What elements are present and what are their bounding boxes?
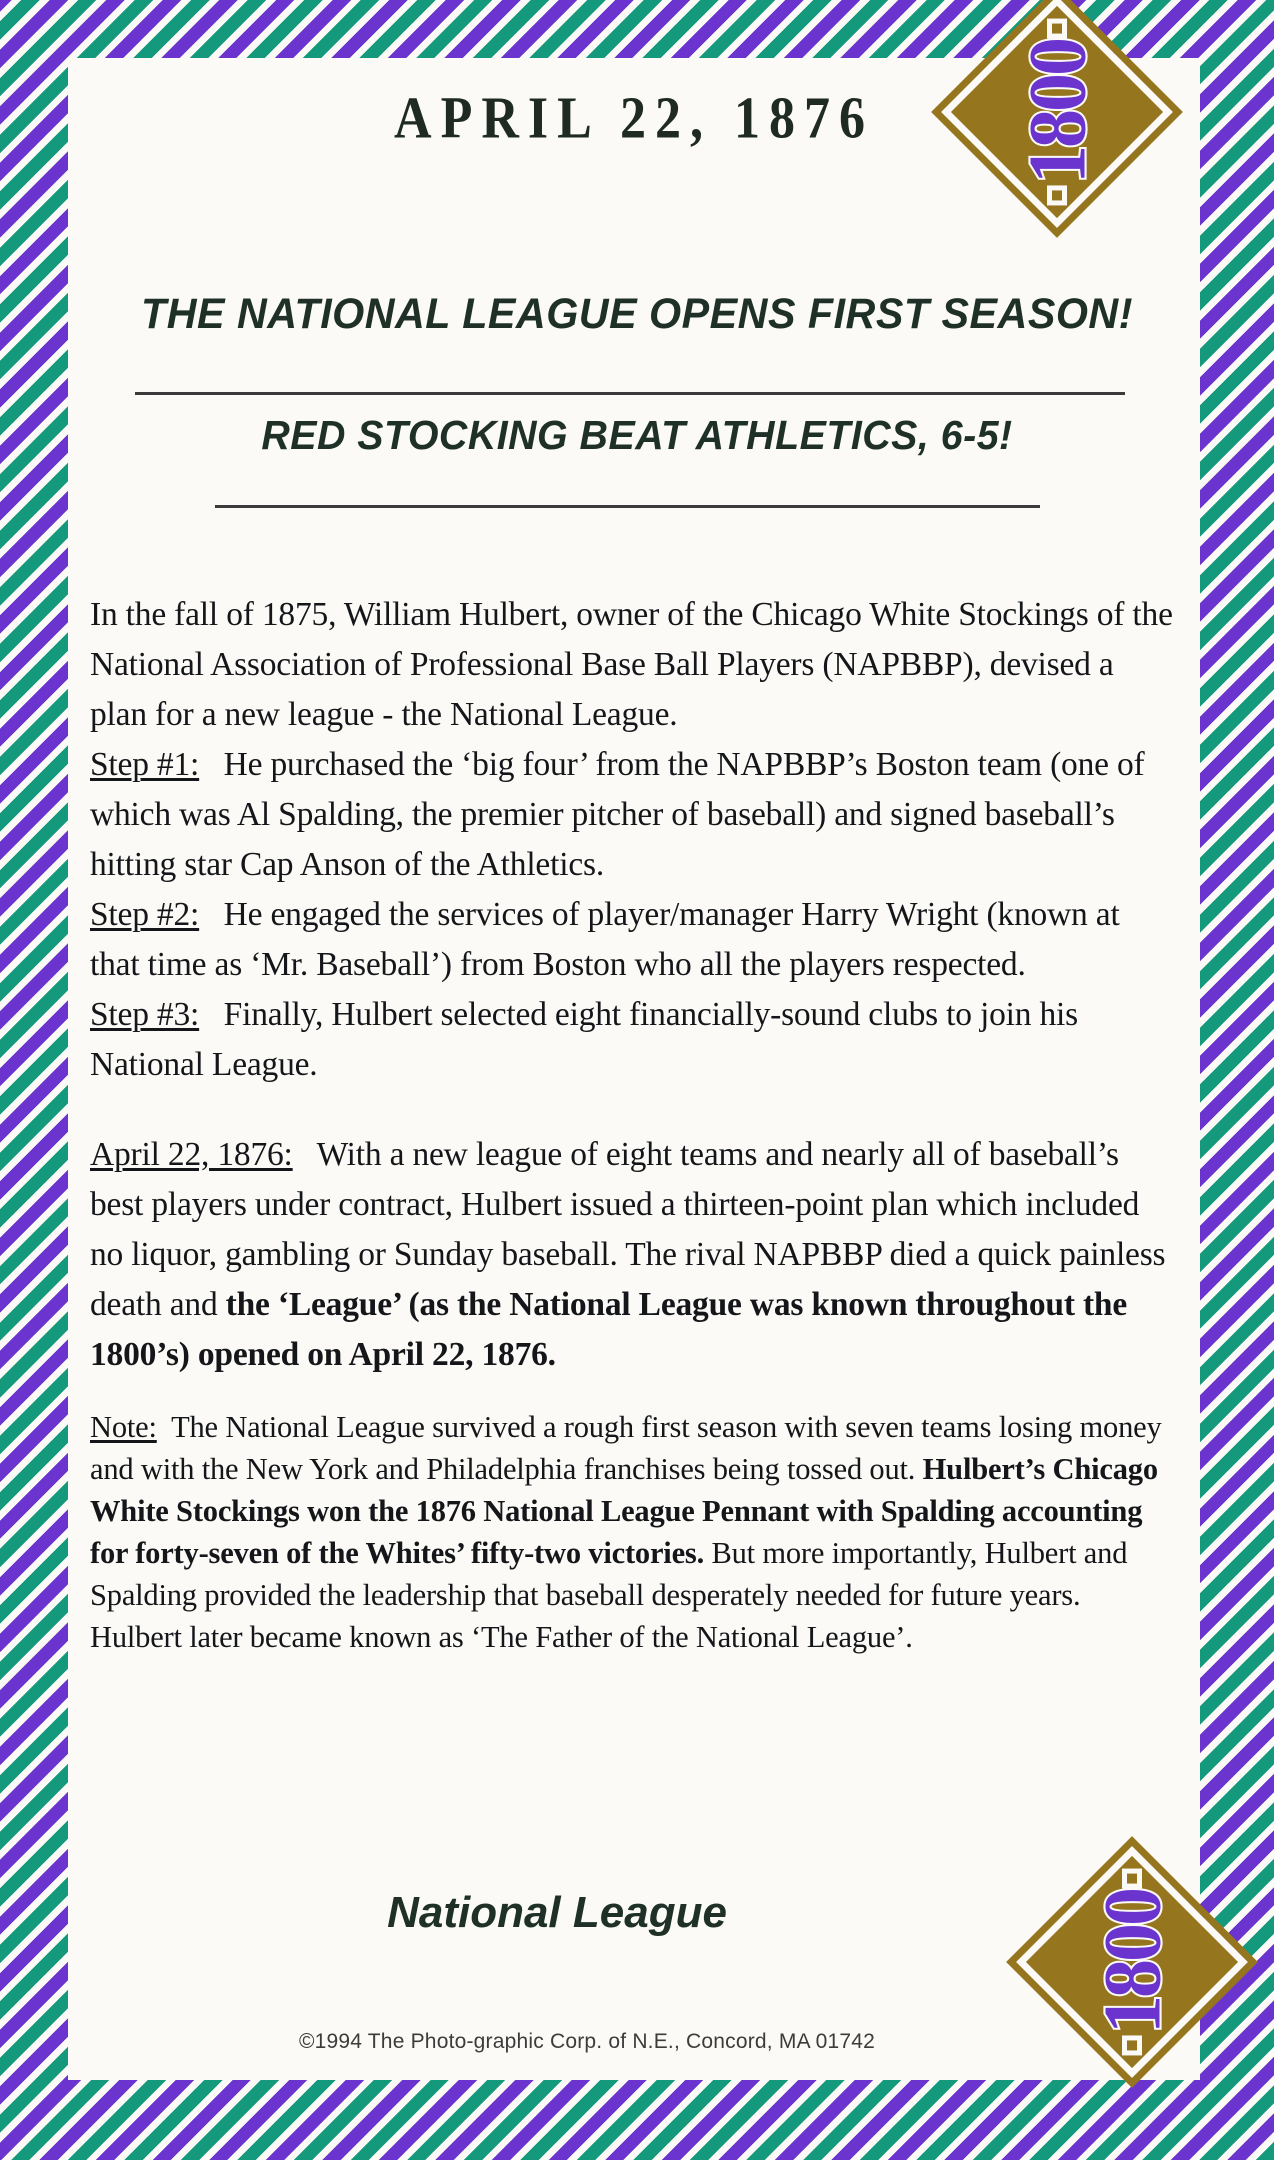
step-1-text: He purchased the ‘big four’ from the NAPBBP’s Boston team (one of which was Al Spalding, the premier pitcher of baseball) and signed baseball’s hitting star Cap Anson of the Athletics. bbox=[90, 746, 1145, 883]
note-label: Note: bbox=[90, 1410, 157, 1444]
april-text-emphasis: the ‘League’ (as the National League was known throughout the 1800’s) opened on April 22, 1876. bbox=[90, 1286, 1128, 1373]
paragraph-step-3 bbox=[90, 990, 1175, 1090]
page-title: APRIL 22, 1876 bbox=[394, 85, 874, 151]
article-body bbox=[90, 590, 1175, 1658]
badge-corner-dot-icon bbox=[1122, 1869, 1142, 1889]
badge-numeral: 1800 bbox=[1010, 40, 1103, 184]
paragraph-spacer bbox=[90, 1090, 1175, 1130]
paragraph-april-22 bbox=[90, 1130, 1175, 1380]
step-1-label: Step #1: bbox=[90, 746, 200, 783]
badge-numeral-wrapper bbox=[1057, 1887, 1207, 2037]
paragraph-intro: In the fall of 1875, William Hulbert, owner of the Chicago White Stockings of the National Association of Professional Base Ball Players (NAPBBP), devised a plan for a new league - the National League. bbox=[90, 596, 1173, 733]
badge-corner-dot-icon bbox=[1047, 19, 1067, 39]
headline-secondary: RED STOCKING BEAT ATHLETICS, 6-5! bbox=[261, 412, 1013, 458]
paragraph-note bbox=[90, 1406, 1175, 1658]
headline-divider-bottom bbox=[215, 505, 1040, 508]
headline-divider-top bbox=[135, 392, 1125, 395]
step-3-text: Finally, Hulbert selected eight financially-sound clubs to join his National League. bbox=[90, 996, 1079, 1083]
league-signature: National League bbox=[387, 1888, 727, 1937]
paragraph-step-2 bbox=[90, 890, 1175, 990]
note-text-emphasis: Hulbert’s Chicago White Stockings won the 1876 National League Pennant with Spalding accounting for forty-seven of the Whites’ fifty-two victories. bbox=[90, 1452, 1158, 1570]
headline-primary: THE NATIONAL LEAGUE OPENS FIRST SEASON! bbox=[141, 290, 1133, 338]
badge-numeral: 1800 bbox=[1085, 1890, 1178, 2034]
badge-numeral-wrapper bbox=[982, 37, 1132, 187]
copyright-notice: ©1994 The Photo-graphic Corp. of N.E., Concord, MA 01742 bbox=[298, 2030, 876, 2053]
april-date-label: April 22, 1876: bbox=[90, 1136, 293, 1173]
note-text-part-1: The National League survived a rough first season with seven teams losing money and with the New York and Philadelphia franchises being tossed out. bbox=[90, 1410, 1162, 1486]
april-text-normal: With a new league of eight teams and nearly all of baseball’s best players under contract, Hulbert issued a thirteen-point plan which included no liquor, gambling or Sunday baseball. The rival NAPBBP died a quick painless death and bbox=[90, 1136, 1166, 1323]
step-3-label: Step #3: bbox=[90, 996, 200, 1033]
note-text-part-2: But more importantly, Hulbert and Spalding provided the leadership that baseball desperately needed for future years. Hulbert later became known as ‘The Father of the National League’. bbox=[90, 1536, 1128, 1654]
step-2-label: Step #2: bbox=[90, 896, 200, 933]
badge-corner-dot-icon bbox=[1047, 185, 1067, 205]
paragraph-step-1 bbox=[90, 740, 1175, 890]
note-spacer bbox=[90, 1380, 1175, 1406]
step-2-text: He engaged the services of player/manager Harry Wright (known at that time as ‘Mr. Baseball’) from Boston who all the players respected. bbox=[90, 896, 1120, 983]
